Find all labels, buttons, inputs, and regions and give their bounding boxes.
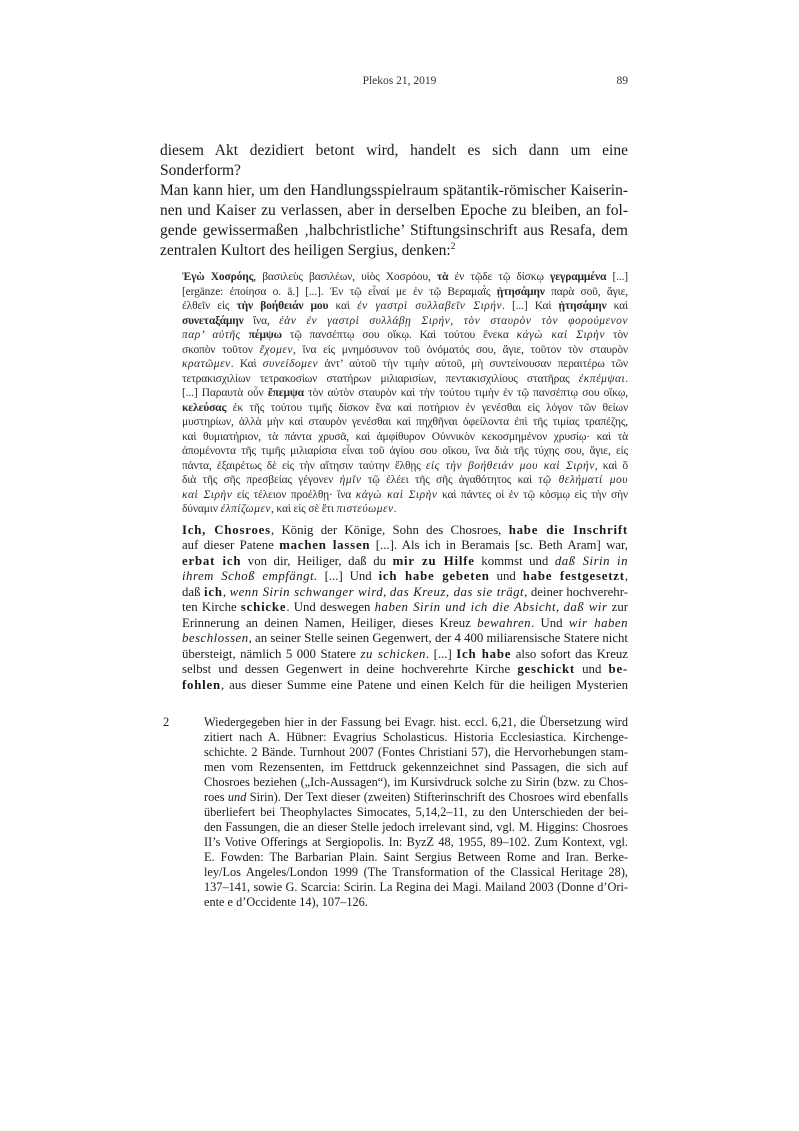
text-segment: ἐν τῷδε τῷ δίσκῳ bbox=[448, 271, 550, 283]
text-segment: ἐκ τῆς τούτου τιμῆς δίσκον ἕνα καὶ ποτήριον ἐν γενέσθαι εἰς λόγον τῶν θείων bbox=[226, 401, 628, 414]
text-segment: . [...] Καὶ bbox=[502, 300, 559, 312]
text-segment: machen lassen bbox=[279, 538, 371, 552]
text-segment: συνείδομεν bbox=[262, 358, 319, 370]
text-segment: ἐκπέμψαι bbox=[578, 372, 626, 385]
text-segment: μυστηρίων, ἀλλὰ μὴν καὶ σταυρὸν γενέσθαι καὶ πηχθῆναι ὀφείλοντα ἐπὶ τῆς τιμίας τραπέζης, bbox=[182, 416, 628, 428]
text-segment: δύναμιν bbox=[182, 503, 221, 515]
text-segment: von dir, Heiliger, daß du bbox=[241, 553, 393, 568]
text-line bbox=[182, 554, 628, 570]
footnote-text bbox=[204, 715, 628, 910]
text-segment: 137–141, sowie G. Scarcia: Scirin. La Regina dei Magi. Mailand 2003 (Donne d’Ori- bbox=[204, 880, 628, 894]
text-segment: [...]. Als ich in Beramais [sc. Beth Aram] war, bbox=[370, 538, 629, 552]
text-segment: ente e d’Occidente 14), 107–126. bbox=[204, 895, 368, 909]
text-segment: , König der Könige, Sohn des Chosroes, bbox=[270, 522, 509, 537]
text-line bbox=[204, 805, 628, 820]
text-segment: das Kreuz, das sie trägt bbox=[389, 584, 525, 599]
footnote bbox=[160, 715, 628, 910]
text-line bbox=[182, 357, 628, 372]
text-segment: ἐὰν ἐν γαστρὶ συλλάβῃ Σιρήν, τὸν σταυρὸν τὸν φορούμενον bbox=[279, 314, 628, 327]
page-number: 89 bbox=[616, 75, 628, 87]
text-line bbox=[182, 372, 628, 387]
text-line bbox=[204, 880, 628, 895]
text-segment: , bbox=[556, 600, 564, 614]
text-line bbox=[204, 760, 628, 775]
text-segment: [...] bbox=[606, 271, 628, 283]
text-line bbox=[182, 415, 628, 430]
text-line bbox=[182, 444, 628, 459]
text-segment: Ich, Chosroes bbox=[182, 522, 271, 537]
text-segment: auf dieser Patene bbox=[182, 538, 280, 552]
text-segment: ἔχομεν bbox=[259, 343, 294, 356]
text-segment: Chosroes beziehen („Ich-Aussagen“), im Kursivdruck solche zu Sirin (bzw. zu Chos- bbox=[204, 775, 628, 789]
text-segment: καὶ bbox=[606, 300, 629, 312]
text-segment: παρ’ αὐτῆς bbox=[182, 329, 241, 341]
text-segment: [...] Παραυτὰ οὖν bbox=[182, 387, 268, 399]
text-segment: daß wir bbox=[563, 600, 608, 614]
text-segment: bewahren bbox=[477, 615, 532, 630]
text-segment: . Καὶ bbox=[230, 358, 263, 370]
text-segment: men vom Rezensenten, im Fettdruck gekennzeichnet sind Passagen, die sich auf bbox=[204, 760, 628, 774]
footnote-reference: 2 bbox=[450, 241, 456, 252]
text-line bbox=[182, 299, 628, 314]
text-line bbox=[204, 790, 628, 805]
text-segment: καὶ Σιρὴν bbox=[182, 488, 233, 501]
text-segment: Ich habe bbox=[456, 646, 512, 661]
text-segment: σκοπὸν τοῦτον bbox=[182, 343, 260, 356]
text-segment: εἰς τὴν βοήθειάν μου καὶ Σιρήν bbox=[425, 459, 595, 472]
text-line bbox=[182, 401, 628, 416]
text-segment: II’s Votive Offerings at Sergiopolis. In: ByzZ 48, 1955, 89–102. Zum Kontext, vgl. bbox=[204, 835, 628, 849]
text-segment: erbat ich bbox=[182, 553, 242, 568]
text-segment: ley/Los Angeles/London 1999 (The Transformation of the Classical Heritage 28), bbox=[204, 865, 628, 879]
text-segment: Sirin). Der Text dieser (zweiten) Stifterinschrift des Chosroes wird ebenfalls bbox=[246, 790, 629, 804]
text-segment: τὰ bbox=[436, 271, 449, 283]
text-line bbox=[182, 459, 628, 474]
text-line bbox=[182, 616, 628, 632]
text-segment: Wiedergegeben hier in der Fassung bei Evagr. hist. eccl. 6,21, die Übersetzung wird bbox=[204, 715, 628, 729]
text-line bbox=[182, 328, 628, 343]
text-segment: selbst und dessen Gegenwert in deine hochverehrte Kirche bbox=[182, 662, 518, 676]
text-segment: mir zu Hilfe bbox=[392, 553, 475, 568]
text-segment: und bbox=[574, 662, 609, 676]
text-line bbox=[160, 141, 628, 181]
text-line bbox=[160, 221, 628, 241]
footnote-number: 2 bbox=[163, 715, 170, 729]
text-segment: ihrem Schoß empfängt. bbox=[182, 569, 318, 583]
text-segment: . bbox=[393, 503, 397, 515]
text-segment: πιστεύωμεν bbox=[336, 503, 394, 515]
text-segment: , deiner hochverehr- bbox=[524, 584, 628, 599]
text-line bbox=[182, 662, 628, 678]
text-line bbox=[182, 647, 628, 663]
text-segment: überliefert bei Theophylactes Simocates, 5,14,2–11, zu den Unterschieden der bei- bbox=[204, 805, 628, 819]
text-line bbox=[182, 631, 628, 647]
text-segment: τὸν αὐτὸν σταυρὸν καὶ τὴν τούτου τιμὴν ἐν τῷ πανσέπτῳ σου οἴκῳ, bbox=[303, 387, 628, 399]
text-segment: κἀγὼ καὶ Σιρὴν bbox=[355, 488, 438, 501]
text-segment: , aus dieser Summe eine Patene und einen Kelch für die heiligen Mysterien bbox=[220, 677, 628, 692]
text-segment: πάντα, ἐξαιρέτως δὲ εἰς τὴν αἴτησιν ταύτην ἔλθῃς bbox=[182, 459, 426, 472]
text-segment: ἐλθεῖν εἰς bbox=[182, 300, 237, 312]
text-segment: also sofort das Kreuz bbox=[511, 646, 628, 661]
text-segment: kommst und bbox=[474, 553, 555, 568]
text-segment: συνεταξάμην bbox=[182, 314, 244, 327]
text-segment: , βασιλεὺς βασιλέων, υἱὸς Χοσρόου, bbox=[253, 271, 437, 283]
text-segment: ἀπομένοντα τῆς τιμῆς μιλιαρίσια εἶναι τοῦ ἁγίου σου οἴκου, ἵνα διὰ τῆς τύχης σου, ἅγιε, εἰς bbox=[182, 445, 628, 457]
text-segment: , bbox=[624, 569, 629, 583]
text-segment: ἡμῖν bbox=[339, 474, 362, 486]
text-line bbox=[204, 865, 628, 880]
text-segment: διὰ τῆς σῆς πρεσβείας γέγονεν bbox=[182, 474, 340, 486]
text-segment: κρατῶμεν bbox=[182, 358, 231, 370]
text-segment: und bbox=[227, 790, 247, 804]
text-segment: κἀγὼ καὶ Σιρὴν bbox=[516, 329, 605, 341]
text-line bbox=[182, 314, 628, 329]
text-segment: πέμψω bbox=[248, 329, 282, 341]
greek-inscription-quote bbox=[182, 270, 628, 517]
text-segment: wir haben bbox=[568, 615, 629, 630]
text-segment: καὶ θυμιατήριον, τὰ πάντα χρυσᾶ, καὶ ἀμφίθυρον Οὐννικὸν κεκοσμημένον χρυσίῳ· καὶ τὰ bbox=[182, 430, 628, 443]
text-segment: Man kann hier, um den Handlungsspielraum spätantik-römischer Kaiserin- bbox=[160, 182, 628, 199]
text-line bbox=[204, 745, 628, 760]
running-header-title: Plekos 21, 2019 bbox=[362, 75, 437, 87]
text-segment: , καὶ ὃ bbox=[594, 459, 628, 472]
text-segment: Erinnerung an deinen Namen, Heiliger, dieses Kreuz bbox=[182, 615, 478, 630]
text-segment: beschlossen bbox=[182, 631, 249, 645]
text-segment: daß bbox=[182, 584, 205, 599]
text-line bbox=[182, 502, 628, 517]
text-segment: ich habe gebeten bbox=[378, 569, 490, 583]
text-line bbox=[182, 600, 628, 616]
text-segment: κελεύσας bbox=[182, 401, 227, 414]
text-segment: γεγραμμένα bbox=[550, 271, 607, 283]
text-line bbox=[182, 430, 628, 445]
text-line bbox=[182, 473, 628, 488]
text-segment: , an seiner Stelle seinen Gegenwert, der 4 400 miliarensische Statere nicht bbox=[248, 631, 628, 645]
text-segment: zentralen Kultort des heiligen Sergius, denken: bbox=[160, 242, 451, 259]
text-line bbox=[204, 820, 628, 835]
german-translation-quote bbox=[182, 523, 628, 694]
text-segment: ᾐτησάμην bbox=[558, 300, 607, 312]
text-segment: haben Sirin und ich die Absicht bbox=[374, 600, 557, 614]
text-segment: [...] Und bbox=[317, 569, 379, 583]
text-line bbox=[182, 270, 628, 285]
text-segment: τὴν βοήθειάν μου bbox=[236, 300, 329, 312]
text-segment: habe festgesetzt bbox=[522, 569, 625, 583]
text-segment: roes bbox=[204, 790, 228, 804]
text-segment: E. Fowden: The Barbarian Plain. Saint Sergius Between Rome and Iran. Berke- bbox=[204, 850, 628, 864]
text-line bbox=[182, 523, 628, 539]
text-line bbox=[204, 730, 628, 745]
text-line bbox=[182, 343, 628, 358]
text-segment: . Und deswegen bbox=[286, 600, 375, 614]
text-segment bbox=[241, 329, 249, 341]
text-segment: geschickt bbox=[517, 662, 575, 676]
text-segment: , bbox=[383, 584, 390, 599]
text-segment: [ergänze: ἐποίησα o. ä.] [...]. Ἐν τῷ εἶναί με ἐν τῷ Βεραμαῒς bbox=[182, 285, 497, 298]
text-line bbox=[182, 386, 628, 401]
text-segment: zu schicken bbox=[360, 646, 426, 661]
text-segment: be- bbox=[608, 662, 629, 676]
text-segment: ich bbox=[204, 584, 223, 599]
text-segment: , καὶ εἰς σὲ ἔτι bbox=[270, 503, 337, 515]
text-segment: καὶ bbox=[328, 300, 358, 312]
text-segment: fohlen bbox=[182, 677, 221, 692]
text-segment: Ἐγὼ Χοσρόης bbox=[182, 271, 254, 283]
text-line bbox=[182, 285, 628, 300]
text-line bbox=[160, 201, 628, 221]
text-segment: diesem Akt dezidiert betont wird, handelt es sich dann um eine Sonderform? bbox=[160, 142, 628, 179]
text-segment: εἰς τέλειον προέλθῃ· ἵνα bbox=[232, 488, 356, 501]
text-segment: τῷ πανσέπτῳ σου οἴκῳ. Καὶ τούτου ἕνεκα bbox=[281, 329, 517, 341]
text-line bbox=[182, 678, 628, 694]
text-segment: τετρακισχιλίων τετρακοσίων στατήρων μιλιαρισίων, πεντακισχιλίους στατῆρας bbox=[182, 372, 579, 385]
text-segment: wenn Sirin schwanger wird bbox=[229, 584, 384, 599]
text-segment: , ἵνα εἰς μνημόσυνον τοῦ ὀνόματός σου, ἅγιε, τοῦτον τὸν σταυρὸν bbox=[293, 343, 628, 356]
text-segment: schicke bbox=[240, 600, 287, 614]
text-segment: zitiert nach A. Hübner: Evagrius Scholasticus. Historia Ecclesiastica. Kirchenge- bbox=[204, 730, 628, 744]
text-segment: und bbox=[489, 569, 523, 583]
text-segment: . bbox=[625, 372, 628, 385]
text-segment: gende gewissermaßen ‚halbchristliche’ Stiftungsinschrift aus Resafa, dem bbox=[160, 222, 628, 239]
text-segment: ἔπεμψα bbox=[267, 387, 304, 399]
text-line bbox=[204, 895, 628, 910]
text-line bbox=[182, 585, 628, 601]
text-segment: schichte. 2 Bände. Turnhout 2007 (Fontes Christiani 57), die Hervorhebungen stam- bbox=[204, 745, 628, 759]
text-segment: παρὰ σοῦ, ἅγιε, bbox=[544, 285, 628, 298]
text-segment: zur bbox=[607, 600, 628, 614]
text-line bbox=[160, 181, 628, 201]
text-segment: übersteigt, nämlich 5 000 Statere bbox=[182, 646, 361, 661]
text-segment: ἐλπίζωμεν bbox=[220, 503, 271, 515]
text-line bbox=[182, 538, 628, 554]
text-segment: καὶ πάντες οἱ ἐν τῷ κόσμῳ εἰς τὴν σὴν bbox=[437, 488, 628, 501]
text-segment: τῷ θελήματί μου bbox=[538, 474, 628, 486]
text-line bbox=[204, 715, 628, 730]
text-segment: den Fassungen, die an dieser Stelle jedoch irrelevant sind, vgl. M. Higgins: Chosroes bbox=[204, 820, 628, 834]
body-paragraph bbox=[160, 141, 628, 261]
text-line bbox=[182, 488, 628, 503]
text-segment: ἐν γαστρὶ συλλαβεῖν Σιρήν bbox=[357, 300, 503, 312]
text-segment: habe die Inschrift bbox=[508, 522, 628, 537]
text-segment: . [...] bbox=[425, 646, 457, 661]
text-segment: τῷ ἐλέει τῆς σῆς ἀγαθότητος καὶ bbox=[361, 474, 539, 486]
text-line bbox=[204, 850, 628, 865]
text-line bbox=[160, 241, 628, 261]
text-segment: daß Sirin in bbox=[554, 553, 629, 568]
text-line bbox=[204, 775, 628, 790]
text-segment: ᾐτησάμην bbox=[496, 285, 545, 298]
text-segment: τὸν bbox=[604, 329, 628, 341]
text-segment: ἀντ’ αὐτοῦ τὴν τιμὴν αὐτοῦ, μὴ συντείνουσαν περαιτέρω τῶν bbox=[318, 358, 628, 370]
text-segment: ten Kirche bbox=[182, 600, 241, 614]
text-segment: . Und bbox=[531, 615, 569, 630]
text-line bbox=[204, 835, 628, 850]
text-segment: nen und Kaiser zu verlassen, aber in derselben Epoche zu bleiben, an fol- bbox=[160, 202, 628, 219]
text-column bbox=[160, 141, 628, 910]
text-segment: , bbox=[222, 584, 230, 599]
text-line bbox=[182, 569, 628, 585]
text-segment: ἵνα, bbox=[243, 314, 280, 327]
